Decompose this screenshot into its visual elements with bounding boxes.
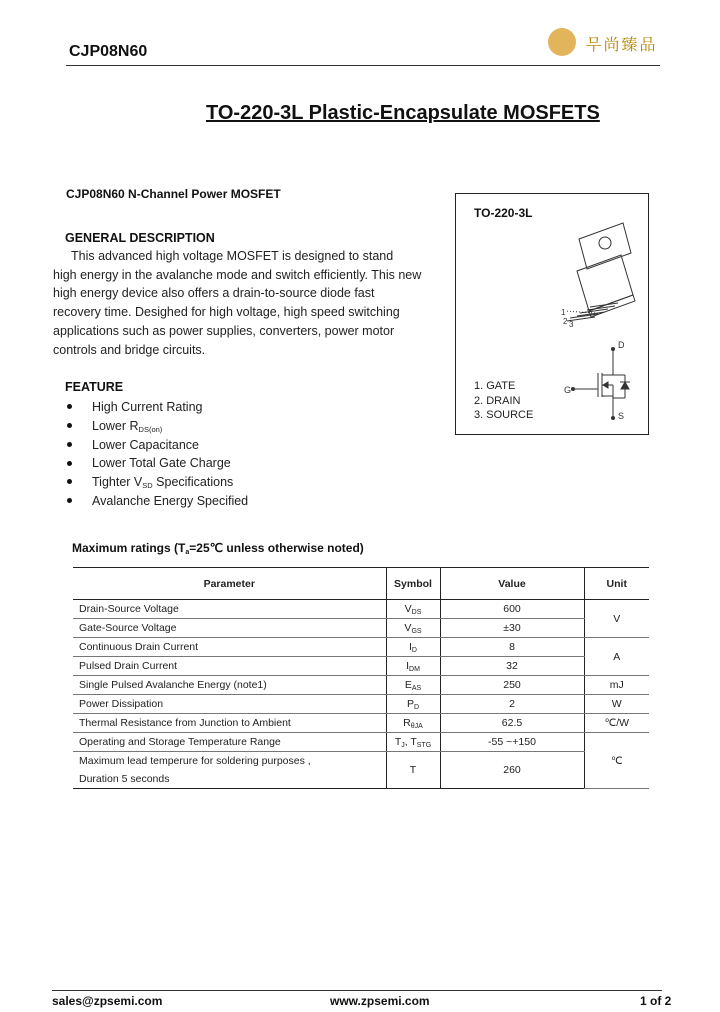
description-line: high energy in the avalanche mode and switch efficiently. This new [53,267,422,282]
feature-list [65,398,248,511]
unit-cell: ℃/W [584,714,649,733]
table-header-row [73,568,649,600]
table-row: Pulsed Drain Current IDM 32 [73,657,649,676]
col-header-unit: Unit [584,568,649,600]
table-row: Thermal Resistance from Junction to Ambient RθJA 62.5 ℃/W [73,714,649,733]
unit-cell: A [584,638,649,676]
feature-item: Avalanche Energy Specified [65,492,248,511]
col-header-symbol: Symbol [386,568,440,600]
table-row: Single Pulsed Avalanche Energy (note1) EAS 250 mJ [73,676,649,695]
table-row: Drain-Source Voltage VDS 600 V [73,600,649,619]
page-number: 1 of 2 [640,994,672,1008]
feature-item: Lower $R_{DS(on)}$ [65,417,248,436]
unit-cell: mJ [584,676,649,695]
pin-number-2: 2 [563,317,568,326]
unit-cell: ℃ [584,733,649,789]
pin-source: 3. SOURCE [474,409,534,421]
gate-label: G [564,385,572,395]
table-row: Maximum lead temperure for soldering purposes , Duration 5 seconds T 260 [73,752,649,789]
ratings-table [73,567,649,789]
general-description-heading: GENERAL DESCRIPTION [65,231,215,245]
logo-text: 무尚臻品 [586,35,658,54]
company-logo [548,28,658,56]
document-title: TO-220-3L Plastic-Encapsulate MOSFETS [206,102,600,124]
footer-website[interactable]: www.zpsemi.com [330,994,430,1008]
bullet-icon [67,498,72,503]
pin-number-1: 1 [561,308,566,317]
table-row: Operating and Storage Temperature Range TJ, TSTG -55 ~+150 ℃ [73,733,649,752]
bullet-icon [67,404,72,409]
description-line: recovery time. Desighed for high voltage, high speed switching [53,305,400,320]
ratings-title: Maximum ratings ($T_a=25℃$ unless otherwise noted) [72,541,364,556]
mosfet-schematic-icon [572,348,631,420]
description-line: This advanced high voltage MOSFET is designed to stand [71,249,394,263]
feature-item: Tighter $V_{SD}$ Specifications [65,473,248,492]
drain-label: D [618,340,625,350]
footer-email[interactable]: sales@zpsemi.com [52,994,163,1008]
table-row: Continuous Drain Current ID 8 A [73,638,649,657]
col-header-value: Value [440,568,584,600]
feature-item: Lower Capacitance [65,436,248,455]
source-label: S [618,411,625,421]
pin-drain: 2. DRAIN [474,394,521,407]
logo-mark-icon [548,28,576,56]
feature-item: Lower Total Gate Charge [65,454,248,473]
general-description-text [53,247,438,359]
part-number: CJP08N60 [69,43,148,60]
pin-number-3: 3 [569,320,574,329]
bullet-icon [67,442,72,447]
device-subtitle: CJP08N60 N-Channel Power MOSFET [66,187,281,201]
to220-package-icon [565,223,635,321]
footer-divider [52,990,662,991]
unit-cell: V [584,600,649,638]
description-line: controls and bridge circuits. [53,342,206,357]
col-header-parameter: Parameter [73,568,386,600]
package-title: TO-220-3L [474,206,533,220]
table-row: Power Dissipation PD 2 W [73,695,649,714]
feature-heading: FEATURE [65,380,124,394]
table-row: Gate-Source Voltage VGS ±30 [73,619,649,638]
description-line: applications such as power supplies, converters, power motor [53,323,395,338]
pin-list [474,379,533,423]
bullet-icon [67,423,72,428]
feature-item: High Current Rating [65,398,248,417]
header-divider [66,65,660,66]
bullet-icon [67,461,72,466]
bullet-icon [67,479,72,484]
pin-gate: 1. GATE [474,380,516,392]
description-line: high energy device also offers a drain-to-source diode fast [53,286,375,301]
unit-cell: W [584,695,649,714]
